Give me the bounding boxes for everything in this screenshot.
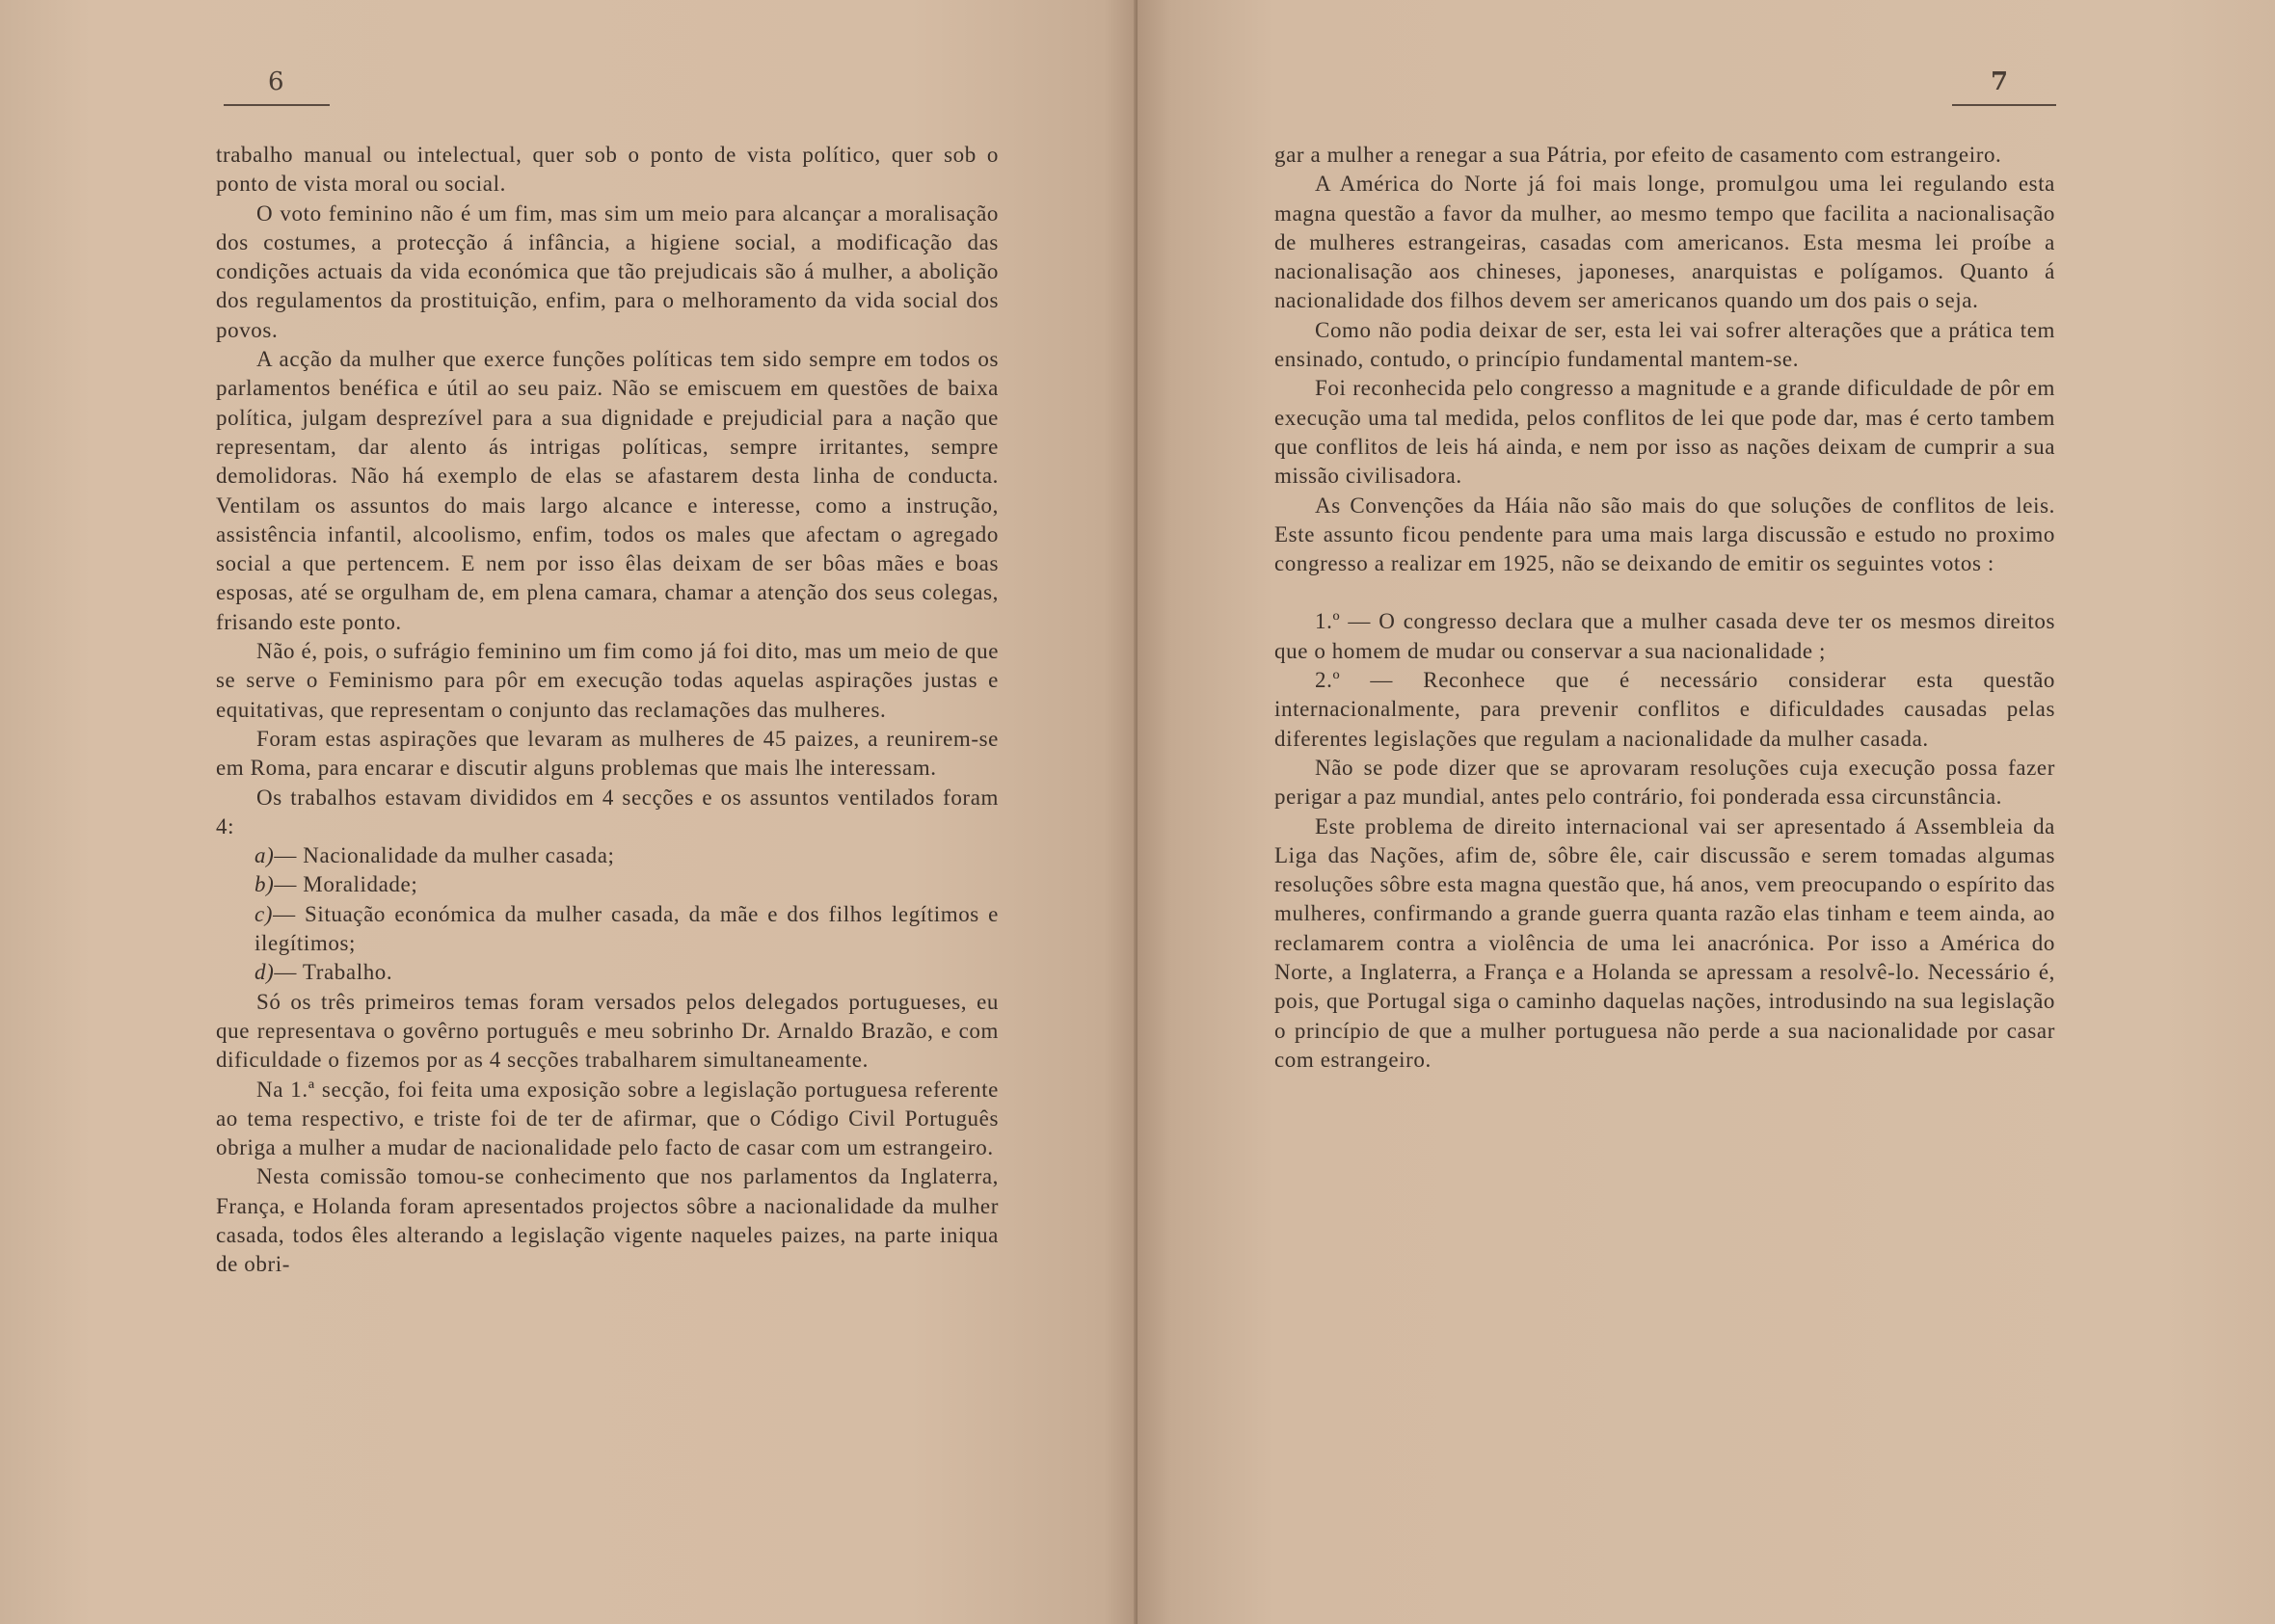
list-item-text: — Situação económica da mulher casada, da mãe e dos filhos legítimos e ilegítimos; <box>254 901 999 956</box>
left-page-text <box>216 141 999 1280</box>
vote-item: 2.º — Reconhece que é necessário considerar esta questão internacionalmente, para prevenir conflitos e dificuldades causadas pelas diferentes legislações que regulam a nacionalidade da mulher casada. <box>1274 668 2055 751</box>
page-number: 7 <box>1991 67 2009 96</box>
page-number: 6 <box>268 67 284 96</box>
paragraph: Não é, pois, o sufrágio feminino um fim como já foi dito, mas um meio de que se serve o Feminismo para pôr em execução todas aquelas aspirações justas e equitativas, que representam o conjunto das reclamações das mulheres. <box>216 639 999 722</box>
header-rule <box>1952 104 2056 106</box>
paragraph: Foi reconhecida pelo congresso a magnitude e a grande dificuldade de pôr em execução uma tal medida, pelos conflitos de lei que pode dar, mas é certo tambem que conflitos de leis há ainda, e nem por isso as nações deixam de cumprir a sua missão civilisadora. <box>1274 376 2055 489</box>
list-marker: c) <box>254 901 274 926</box>
list-item-text: — Nacionalidade da mulher casada; <box>274 843 615 868</box>
paragraph: Foram estas aspirações que levaram as mulheres de 45 paizes, a reunirem-se em Roma, para encarar e discutir alguns problemas que mais lhe interessam. <box>216 726 999 781</box>
list-item-text: — Moralidade; <box>274 872 418 897</box>
spacer <box>1274 578 2055 607</box>
list-item <box>216 958 999 987</box>
paragraph: Não se pode dizer que se aprovaram resoluções cuja execução possa fazer perigar a paz mundial, antes pelo contrário, foi ponderada essa circunstância. <box>1274 755 2055 810</box>
list-item <box>216 900 999 959</box>
list-item-text: — Trabalho. <box>274 960 393 985</box>
right-page-text <box>1274 141 2055 1075</box>
paragraph: A acção da mulher que exerce funções políticas tem sido sempre em todos os parlamentos benéfica e útil ao seu paiz. Não se emiscuem em questões de baixa política, julgam desprezível para a sua dignidade e prejudicial para a nação que representam, dar alento ás intrigas políticas, sempre irritantes, sempre demolidoras. Não há exemplo de elas se afastarem desta linha de conducta. Ventilam os assuntos do mais largo alcance e interesse, como a instrução, assistência infantil, alcoolismo, enfim, todos os males que afectam o agregado social a que pertencem. E nem por isso êlas deixam de ser bôas mães e boas esposas, até se orgulham de, em plena camara, chamar a atenção dos seus colegas, frisando este ponto. <box>216 347 999 634</box>
header-rule <box>224 104 330 106</box>
paragraph: gar a mulher a renegar a sua Pátria, por efeito de casamento com estrangeiro. <box>1274 143 2002 167</box>
paragraph: A América do Norte já foi mais longe, promulgou uma lei regulando esta magna questão a favor da mulher, ao mesmo tempo que facilita a nacionalisação de mulheres estrangeiras, casadas com americanos. Esta mesma lei proíbe a nacionalisação aos chineses, japoneses, anarquistas e polígamos. Quanto á nacionalidade dos filhos devem ser americanos quando um dos pais o seja. <box>1274 172 2055 313</box>
list-item <box>216 841 999 870</box>
list-item <box>216 870 999 899</box>
paragraph: Só os três primeiros temas foram versados pelos delegados portugueses, eu que representava o govêrno português e meu sobrinho Dr. Arnaldo Brazão, e com dificuldade o fizemos por as 4 secções trabalharem simultaneamente. <box>216 989 999 1073</box>
paragraph: Como não podia deixar de ser, esta lei vai sofrer alterações que a prática tem ensinado, contudo, o princípio fundamental mantem-se. <box>1274 317 2055 372</box>
paragraph: Na 1.ª secção, foi feita uma exposição sobre a legislação portuguesa referente ao tema respectivo, e triste foi de ter de afirmar, que o Código Civil Português obriga a mulher a mudar de nacionalidade pelo facto de casar com um estrangeiro. <box>216 1077 999 1160</box>
paragraph: O voto feminino não é um fim, mas sim um meio para alcançar a moralisação dos costumes, a protecção á infância, a higiene social, a modificação das condições actuais da vida económica que tão prejudicais são á mulher, a abolição dos regulamentos da prostituição, enfim, para o melhoramento da vida social dos povos. <box>216 200 999 342</box>
list-marker: b) <box>254 872 275 897</box>
paragraph: Nesta comissão tomou-se conhecimento que nos parlamentos da Inglaterra, França, e Holanda foram apresentados projectos sôbre a nacionalidade da mulher casada, todos êles alterando a legislação vigente naqueles paizes, na parte iniqua de obri- <box>216 1164 999 1277</box>
vote-item: 1.º — O congresso declara que a mulher casada deve ter os mesmos direitos que o homem de mudar ou conservar a sua nacionalidade ; <box>1274 609 2055 663</box>
list-marker: a) <box>254 843 275 868</box>
paragraph: As Convenções da Háia não são mais do que soluções de conflitos de leis. Este assunto ficou pendente para uma mais larga discussão e estudo no proximo congresso a realizar em 1925, não se deixando de emitir os seguintes votos : <box>1274 493 2055 576</box>
paragraph: Os trabalhos estavam divididos em 4 secções e os assuntos ventilados foram 4: <box>216 785 999 839</box>
paragraph: Este problema de direito internacional vai ser apresentado á Assembleia da Liga das Nações, afim de, sôbre êle, cair discussão e serem tomadas algumas resoluções sôbre esta magna questão que, há anos, vem preocupando o espírito das mulheres, confirmando a grande guerra quanta razão elas tinham e teem ainda, ao reclamarem contra a violência de uma lei anacrónica. Por isso a América do Norte, a Inglaterra, a França e a Holanda se apressam a resolvê-lo. Necessário é, pois, que Portugal siga o caminho daquelas nações, introdusindo na sua legislação o princípio de que a mulher portuguesa não perde a sua nacionalidade por casar com estrangeiro. <box>1274 813 2055 1072</box>
paragraph: trabalho manual ou intelectual, quer sob o ponto de vista político, quer sob o ponto de vista moral ou social. <box>216 143 999 197</box>
list-marker: d) <box>254 960 275 985</box>
